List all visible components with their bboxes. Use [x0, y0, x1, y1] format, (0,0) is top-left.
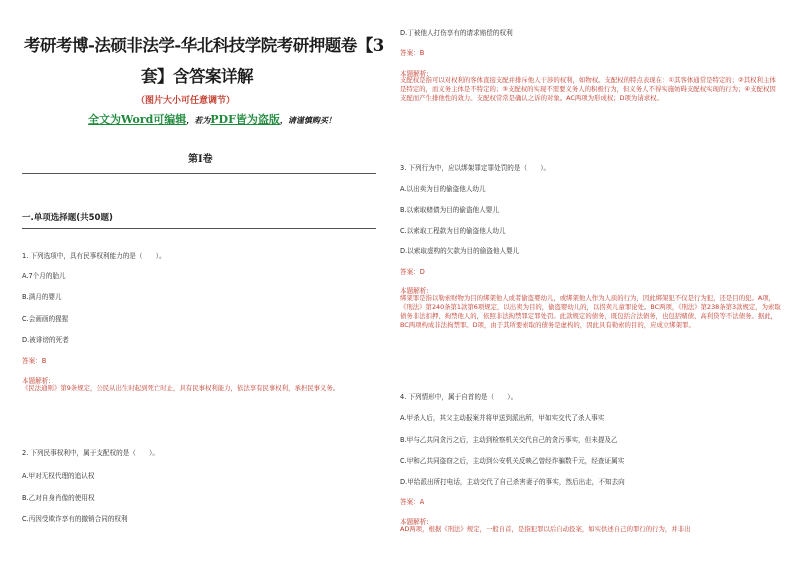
question-1-option-b: B.满月的婴儿: [22, 293, 62, 301]
question-2-analysis-label: 本题解析:: [400, 70, 429, 78]
link-sep-1: ，若为: [186, 115, 211, 125]
left-column: [0, 0, 392, 565]
question-2-option-c: C.丙因受欺诈享有的撤销合同的权利: [22, 515, 128, 523]
question-1-answer: 答案：B: [22, 357, 47, 365]
question-3-stem: 3. 下列行为中，应以绑架罪定罪处罚的是（ ）。: [400, 164, 551, 172]
right-column: [400, 0, 795, 565]
size-notice: （图片大小可任意调节）: [136, 96, 236, 106]
question-4-option-d: D.甲给派出所打电话，主动交代了自己杀害妻子的事实，然后出走，不知去向: [400, 478, 625, 486]
question-2-stem: 2. 下列民事权利中，属于支配权的是（ ）。: [22, 449, 159, 457]
question-3-option-a: A.以出卖为目的偷盗他人幼儿: [400, 185, 486, 193]
question-2-analysis: 支配权是指可以对权利的客体直接支配并排斥他人干涉的权利，如物权。支配权的特点表现在：①其客体通常是特定的；②其权利主体是特定的，而义务主体是不特定的；③支配权的实现不需要义务人的积极行为，但义务人不得实施妨碍支配权实现的行为；④支配权因支配而产生排他性的效力。支配权常常是确认之诉的对象。AC两项为形成权；D项为请求权。: [400, 76, 776, 102]
question-1-option-d: D.被诽谤的死者: [22, 336, 69, 344]
question-4-option-b: B.甲与乙共同贪污之后，主动到检察机关交代自己的贪污事实，但未提及乙: [400, 436, 618, 444]
question-1-analysis-label: 本题解析:: [22, 377, 51, 385]
section-heading: 一.单项选择题(共50题): [22, 213, 113, 223]
question-4-answer: 答案：A: [400, 498, 425, 506]
question-1-option-c: C.会画画的猩猩: [22, 315, 69, 323]
question-1-stem: 1. 下列选项中，具有民事权利能力的是（ ）。: [22, 252, 166, 260]
question-3-option-d: D.以索取虚构的欠款为目的偷盗他人婴儿: [400, 247, 520, 255]
question-3-answer: 答案：D: [400, 268, 425, 276]
question-2-answer: 答案：B: [400, 49, 425, 57]
question-2-option-b: B.乙对自身肖像的使用权: [22, 494, 95, 502]
divider-top: [22, 173, 376, 174]
question-3-option-c: C.以索取工程款为目的偷盗他人幼儿: [400, 227, 506, 235]
format-notice: [88, 111, 336, 127]
question-3-option-b: B.以索取赌债为目的偷盗他人婴儿: [400, 206, 499, 214]
link-sep-2: ，请谨慎购买！: [279, 115, 336, 125]
divider-section: [22, 228, 376, 229]
question-1-option-a: A.7个月的胎儿: [22, 272, 66, 280]
question-4-option-a: A.甲杀人后，其父主动报案并将甲送到派出所，甲如实交代了杀人事实: [400, 414, 605, 422]
question-4-option-c: C.甲和乙共同盗窃之后，主动到公安机关反映乙曾经诈骗数千元，经查证属实: [400, 457, 625, 465]
question-1-analysis: 《民法通则》第9条规定，公民从出生时起到死亡时止，具有民事权利能力，依法享有民事权利，承担民事义务。: [22, 384, 340, 392]
pdf-link[interactable]: PDF皆为盗版: [210, 113, 280, 126]
question-3-analysis: 绑架罪是指以勒索财物为目的绑架他人或者偷盗婴幼儿，或绑架他人作为人质的行为，因此绑架犯不仅是行为犯，还是目的犯。A项，《刑法》第240条第1款第6项规定，以出卖为目的，偷盗婴幼儿的，以拐卖儿童罪论处。BC两项，《刑法》第238条第3款规定，为索取债务非法扣押、拘禁他人的，依照非法拘禁罪定罪处罚。此款规定的债务，既包括合法债务，也包括赌债、高利贷等不法债务。据此，BC两项构成非法拘禁罪。D项，由于其所要索取的债务是虚构的，因此具有勒索的目的，应成立绑架罪。: [400, 294, 781, 329]
word-link[interactable]: 全文为Word可编辑: [88, 113, 187, 126]
question-2-option-a: A.甲对无权代理的追认权: [22, 472, 95, 480]
question-4-analysis: AD两项，根据《刑法》规定，一般自首，是指犯罪以后自动投案，如实供述自己的罪行的行为，并非出: [400, 525, 691, 533]
page-title-line2: 套】含答案详解: [141, 67, 253, 86]
question-2-option-d: D.丁被他人打伤享有的请求赔偿的权利: [400, 29, 513, 37]
question-3-analysis-label: 本题解析:: [400, 287, 429, 295]
volume-label: 第I卷: [188, 154, 213, 165]
question-4-analysis-label: 本题解析:: [400, 518, 429, 526]
page-title-line1: 考研考博-法硕非法学-华北科技学院考研押题卷【3: [24, 36, 384, 55]
question-4-stem: 4. 下列情形中，属于自首的是（ ）。: [400, 393, 518, 401]
